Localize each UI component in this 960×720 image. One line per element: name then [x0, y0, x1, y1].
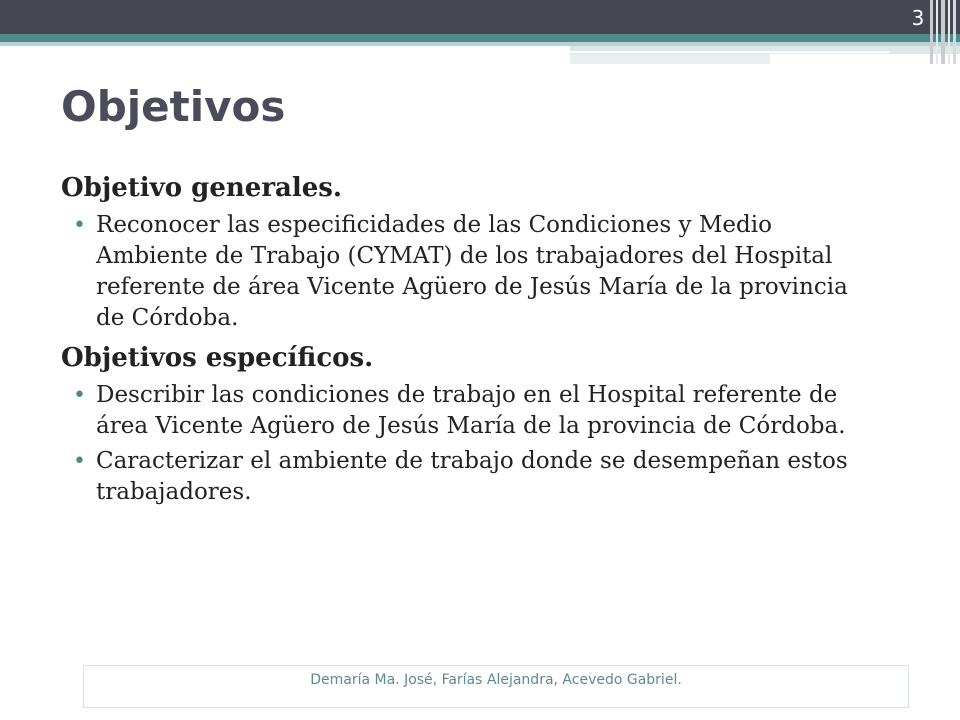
bullet-icon: •: [73, 213, 86, 238]
slide-content: [61, 168, 861, 512]
section-heading-specific: Objetivos específicos.: [61, 343, 374, 373]
corner-stripe: [941, 0, 945, 64]
corner-stripe: [930, 0, 933, 64]
list-item: [61, 210, 861, 334]
header-decor-line: [570, 51, 890, 53]
list-item-text: Reconocer las especificidades de las Condiciones y Medio Ambiente de Trabajo (CYMAT) de los trabajadores del Hospital referente de área Vicente Agüero de Jesús María de la provincia de Córdoba.: [96, 212, 848, 331]
list-item: [61, 380, 861, 442]
corner-stripe: [948, 0, 950, 64]
corner-stripe: [953, 0, 956, 64]
header-accent-stripe: [0, 34, 960, 42]
section-heading-general: Objetivo generales.: [61, 173, 342, 203]
slide-title: Objetivos: [61, 82, 286, 131]
corner-stripe: [936, 0, 938, 64]
footer-authors: Demaría Ma. José, Farías Alejandra, Acevedo Gabriel.: [310, 672, 682, 688]
bullet-icon: •: [73, 449, 86, 474]
header-bar: [0, 0, 960, 34]
header-decor-bar-lower: [570, 54, 770, 64]
bullet-list-general: [61, 210, 861, 334]
slide-number: 3: [911, 6, 925, 30]
list-item-text: Describir las condiciones de trabajo en el Hospital referente de área Vicente Agüero de Jesús María de la provincia de Córdoba.: [96, 382, 846, 439]
list-item: [61, 446, 861, 508]
list-item-text: Caracterizar el ambiente de trabajo donde se desempeñan estos trabajadores.: [96, 448, 848, 505]
bullet-icon: •: [73, 383, 86, 408]
bullet-list-specific: [61, 380, 861, 508]
